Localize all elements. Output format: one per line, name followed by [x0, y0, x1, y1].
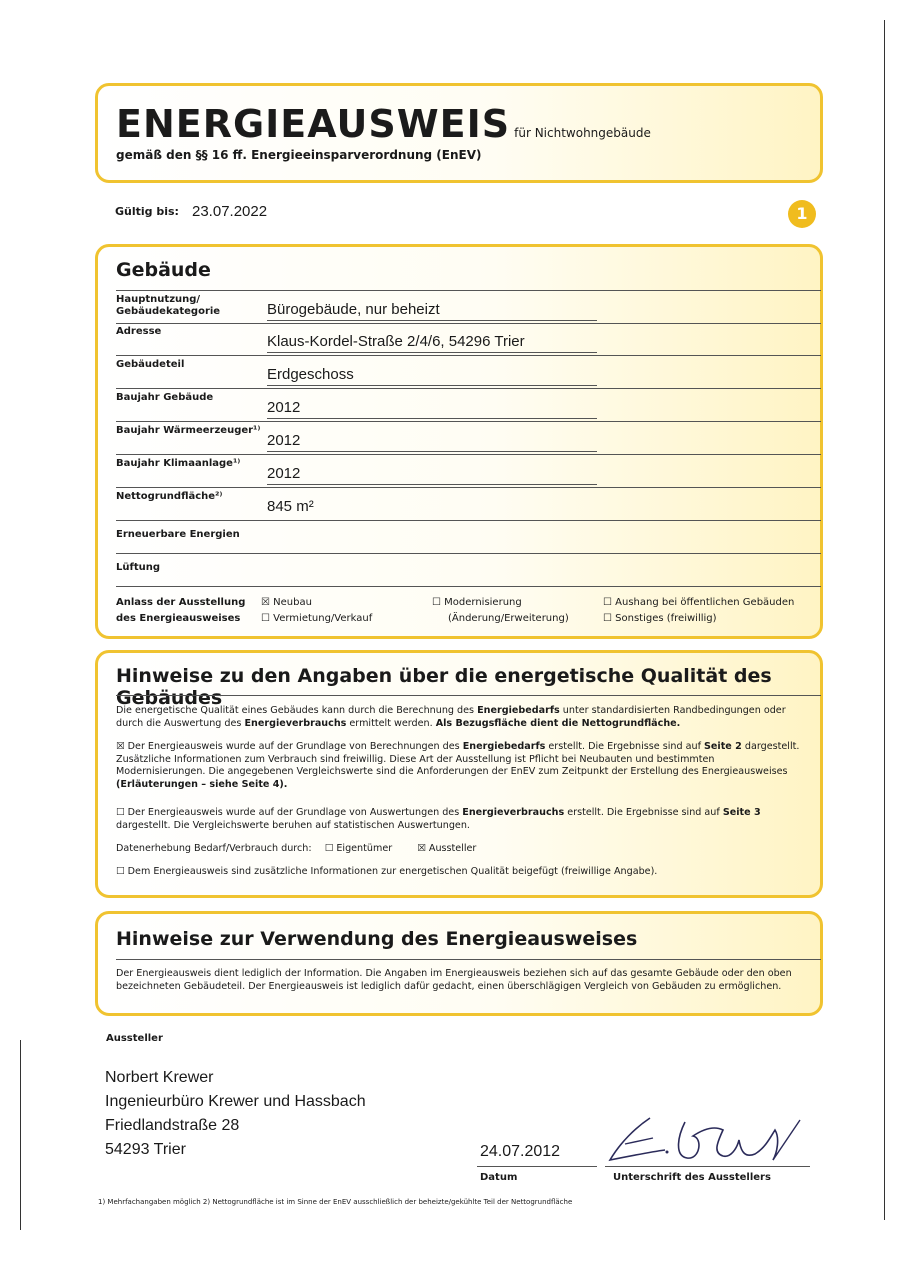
issue-date: 24.07.2012 — [480, 1143, 561, 1160]
row-value: 2012 — [267, 432, 597, 452]
usage-hints-section — [95, 911, 823, 1016]
building-section — [95, 244, 823, 639]
row-label: Gebäudeteil — [116, 359, 185, 370]
date-line — [477, 1166, 597, 1167]
signature-line — [605, 1166, 810, 1167]
checkbox-bedarf[interactable]: ☒ Der Energieausweis wurde auf der Grundlage von Berechnungen des Energiebedarfs erstellt. Die Ergebnisse sind auf Seite 2 dargestellt. Zusätzliche Informationen zum Verbrauch sind freiwillig. Diese Art der Ausstellung ist Pflicht bei Neubauten und bestimmten Modernisierungen. Die angegebenen Vergleichswerte sind die Anforderungen der EnEV zum Zeitpunkt der Erstellung des Energieausweises (Erläuterungen – siehe Seite 4). — [116, 741, 800, 790]
row-baujahr-klimaanlage — [116, 455, 821, 488]
right-margin-line — [884, 20, 885, 1220]
checkbox-neubau[interactable]: ☒ Neubau — [261, 597, 312, 608]
row-label: Baujahr Gebäude — [116, 392, 214, 403]
checkbox-eigentuemer[interactable]: ☐ Eigentümer — [324, 843, 393, 854]
row-label: Erneuerbare Energien — [116, 529, 240, 540]
row-value: 2012 — [267, 399, 597, 419]
left-margin-line — [20, 1040, 21, 1230]
law-reference: gemäß den §§ 16 ff. Energieeinsparverordnung (EnEV) — [116, 148, 482, 162]
datenerhebung-label: Datenerhebung Bedarf/Verbrauch durch: — [116, 843, 312, 854]
issuer-street: Friedlandstraße 28 — [105, 1117, 240, 1134]
issuer-company: Ingenieurbüro Krewer und Hassbach — [105, 1093, 366, 1110]
modernisierung-sub: (Änderung/Erweiterung) — [448, 613, 569, 624]
page-number-badge: 1 — [788, 200, 816, 228]
row-adresse — [116, 323, 821, 356]
checkbox-verbrauch[interactable]: ☐ Der Energieausweis wurde auf der Grundlage von Auswertungen des Energieverbrauchs erstellt. Die Ergebnisse sind auf Seite 3 dargestellt. Die Vergleichswerte beruhen auf statistischen Auswertungen. — [116, 807, 761, 831]
row-value: Erdgeschoss — [267, 366, 597, 386]
validity-value: 23.07.2022 — [192, 203, 268, 220]
checkbox-modernisierung[interactable]: ☐ Modernisierung — [432, 597, 522, 608]
row-label: Baujahr Klimaanlage¹⁾ — [116, 458, 241, 469]
row-label: Lüftung — [116, 562, 161, 573]
footnote: 1) Mehrfachangaben möglich 2) Nettogrundfläche ist im Sinne der EnEV ausschließlich der beheizte/gekühlte Teil der Nettogrundfläche — [98, 1198, 573, 1206]
building-heading: Gebäude — [116, 259, 211, 281]
row-gebaeudeteil — [116, 356, 821, 389]
title-box — [95, 83, 823, 183]
issuer-city: 54293 Trier — [105, 1141, 186, 1158]
date-label: Datum — [480, 1172, 518, 1183]
row-hauptnutzung — [116, 290, 821, 324]
row-lueftung — [116, 554, 821, 587]
row-nettogrundflaeche — [116, 488, 821, 521]
signature-label: Unterschrift des Ausstellers — [613, 1172, 771, 1183]
row-baujahr-gebaeude — [116, 389, 821, 422]
occasion-label: Anlass der Ausstellung des Energieausweises — [116, 597, 246, 624]
divider — [116, 695, 821, 696]
signature-image — [605, 1108, 805, 1168]
usage-hints-heading: Hinweise zur Verwendung des Energieausweises — [116, 928, 638, 950]
checkbox-aussteller[interactable]: ☒ Aussteller — [417, 843, 477, 854]
issuer-name: Norbert Krewer — [105, 1069, 214, 1086]
document-title: ENERGIEAUSWEIS für Nichtwohngebäude — [116, 102, 651, 146]
row-value: 845 m² — [267, 498, 314, 515]
validity-label: Gültig bis: — [115, 205, 179, 218]
document-subtitle: für Nichtwohngebäude — [514, 126, 651, 140]
row-baujahr-waermeerzeuger — [116, 422, 821, 455]
checkbox-zusatzinfo[interactable]: ☐ Dem Energieausweis sind zusätzliche Informationen zur energetischen Qualität beigefügt (freiwillige Angabe). — [116, 866, 658, 877]
quality-hints-section — [95, 650, 823, 898]
divider — [116, 959, 821, 960]
row-erneuerbare-energien — [116, 521, 821, 554]
row-label: Hauptnutzung/ Gebäudekategorie — [116, 294, 221, 317]
row-value: Klaus-Kordel-Straße 2/4/6, 54296 Trier — [267, 333, 597, 353]
row-label: Baujahr Wärmeerzeuger¹⁾ — [116, 425, 261, 436]
row-value: 2012 — [267, 465, 597, 485]
issuer-address — [105, 1066, 366, 1162]
row-label: Nettogrundfläche²⁾ — [116, 491, 223, 502]
row-value: Bürogebäude, nur beheizt — [267, 301, 597, 321]
issuer-label: Aussteller — [106, 1033, 163, 1044]
quality-intro: Die energetische Qualität eines Gebäudes kann durch die Berechnung des Energiebedarfs unter standardisierten Randbedingungen oder durch die Auswertung des Energieverbrauchs ermittelt werden. Als Bezugsfläche dient die Nettogrundfläche. — [116, 705, 786, 729]
usage-hints-text: Der Energieausweis dient lediglich der Information. Die Angaben im Energieausweis beziehen sich auf das gesamte Gebäude oder den oben bezeichneten Gebäudeteil. Der Energieausweis ist lediglich dafür gedacht, einen überschlägigen Vergleich von Gebäuden zu ermöglichen. — [116, 968, 792, 992]
checkbox-sonstiges[interactable]: ☐ Sonstiges (freiwillig) — [603, 613, 717, 624]
datenerhebung-row — [116, 843, 806, 856]
checkbox-aushang[interactable]: ☐ Aushang bei öffentlichen Gebäuden — [603, 597, 795, 608]
quality-hints-heading: Hinweise zu den Angaben über die energetische Qualität des Gebäudes — [116, 665, 772, 709]
checkbox-vermietung[interactable]: ☐ Vermietung/Verkauf — [261, 613, 373, 624]
row-label: Adresse — [116, 326, 162, 337]
